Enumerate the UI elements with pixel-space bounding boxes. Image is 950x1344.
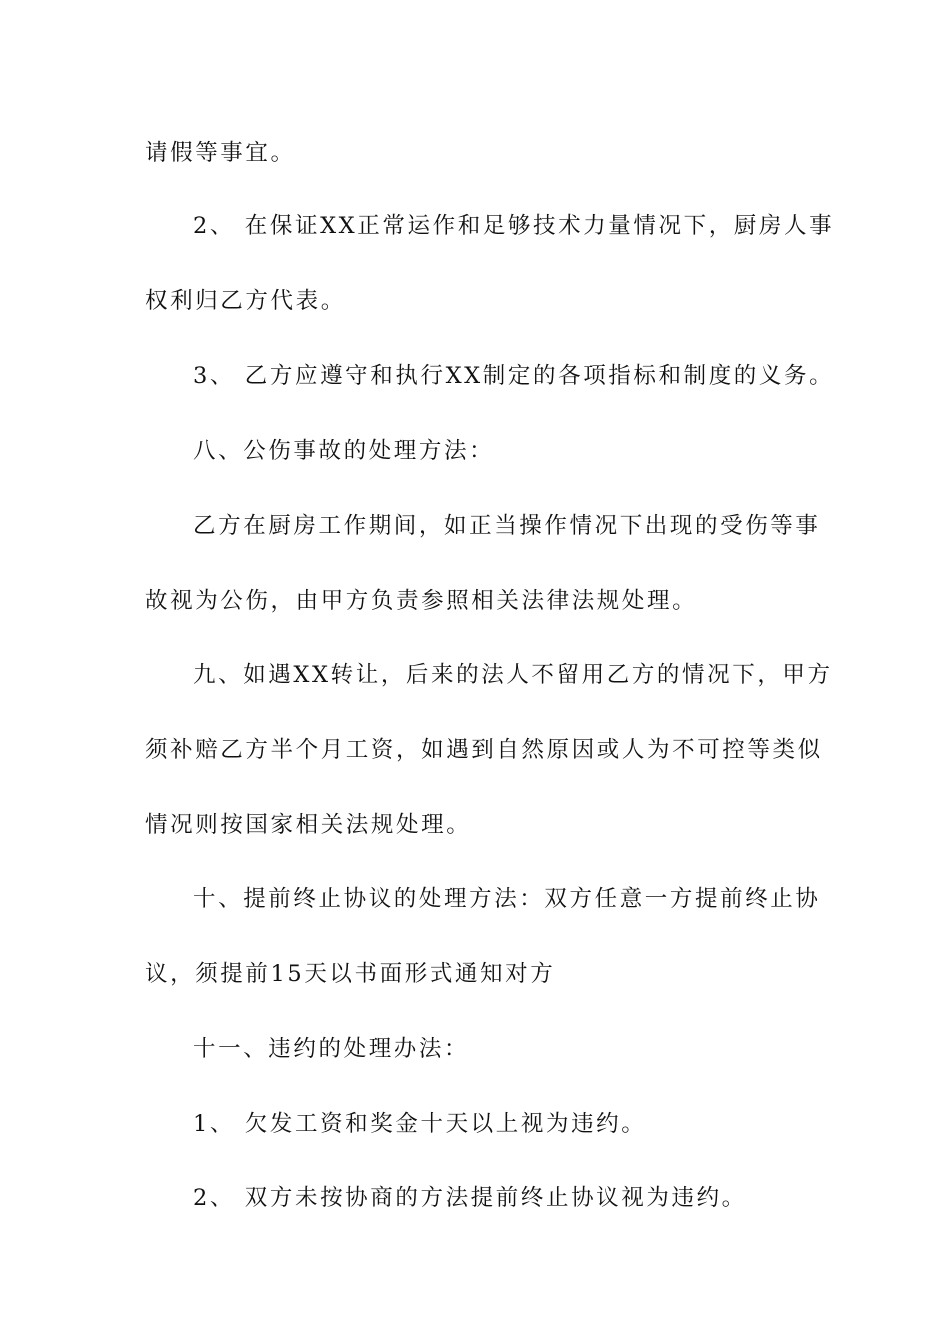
text-line: 1、 欠发工资和奖金十天以上视为违约。 [193, 1111, 647, 1137]
section-heading: 八、公伤事故的处理方法： [193, 438, 495, 464]
text-line: 故视为公伤，由甲方负责参照相关法律法规处理。 [145, 588, 698, 614]
text-line: 权利归乙方代表。 [145, 288, 346, 314]
text-line: 3、 乙方应遵守和执行XX制定的各项指标和制度的义务。 [193, 363, 835, 389]
section-heading: 十一、违约的处理办法： [193, 1036, 470, 1062]
text-line: 情况则按国家相关法规处理。 [145, 812, 472, 838]
text-line: 2、 在保证XX正常运作和足够技术力量情况下，厨房人事 [193, 213, 835, 239]
text-line: 请假等事宜。 [145, 140, 296, 166]
text-line: 九、如遇XX转让，后来的法人不留用乙方的情况下，甲方 [193, 662, 833, 688]
text-line: 乙方在厨房工作期间，如正当操作情况下出现的受伤等事 [193, 513, 821, 539]
text-line: 2、 双方未按协商的方法提前终止协议视为违约。 [193, 1185, 747, 1211]
text-line: 十、提前终止协议的处理方法：双方任意一方提前终止协 [193, 886, 821, 912]
text-line: 议，须提前15天以书面形式通知对方 [145, 961, 556, 987]
text-line: 须补赔乙方半个月工资，如遇到自然原因或人为不可控等类似 [145, 737, 823, 763]
